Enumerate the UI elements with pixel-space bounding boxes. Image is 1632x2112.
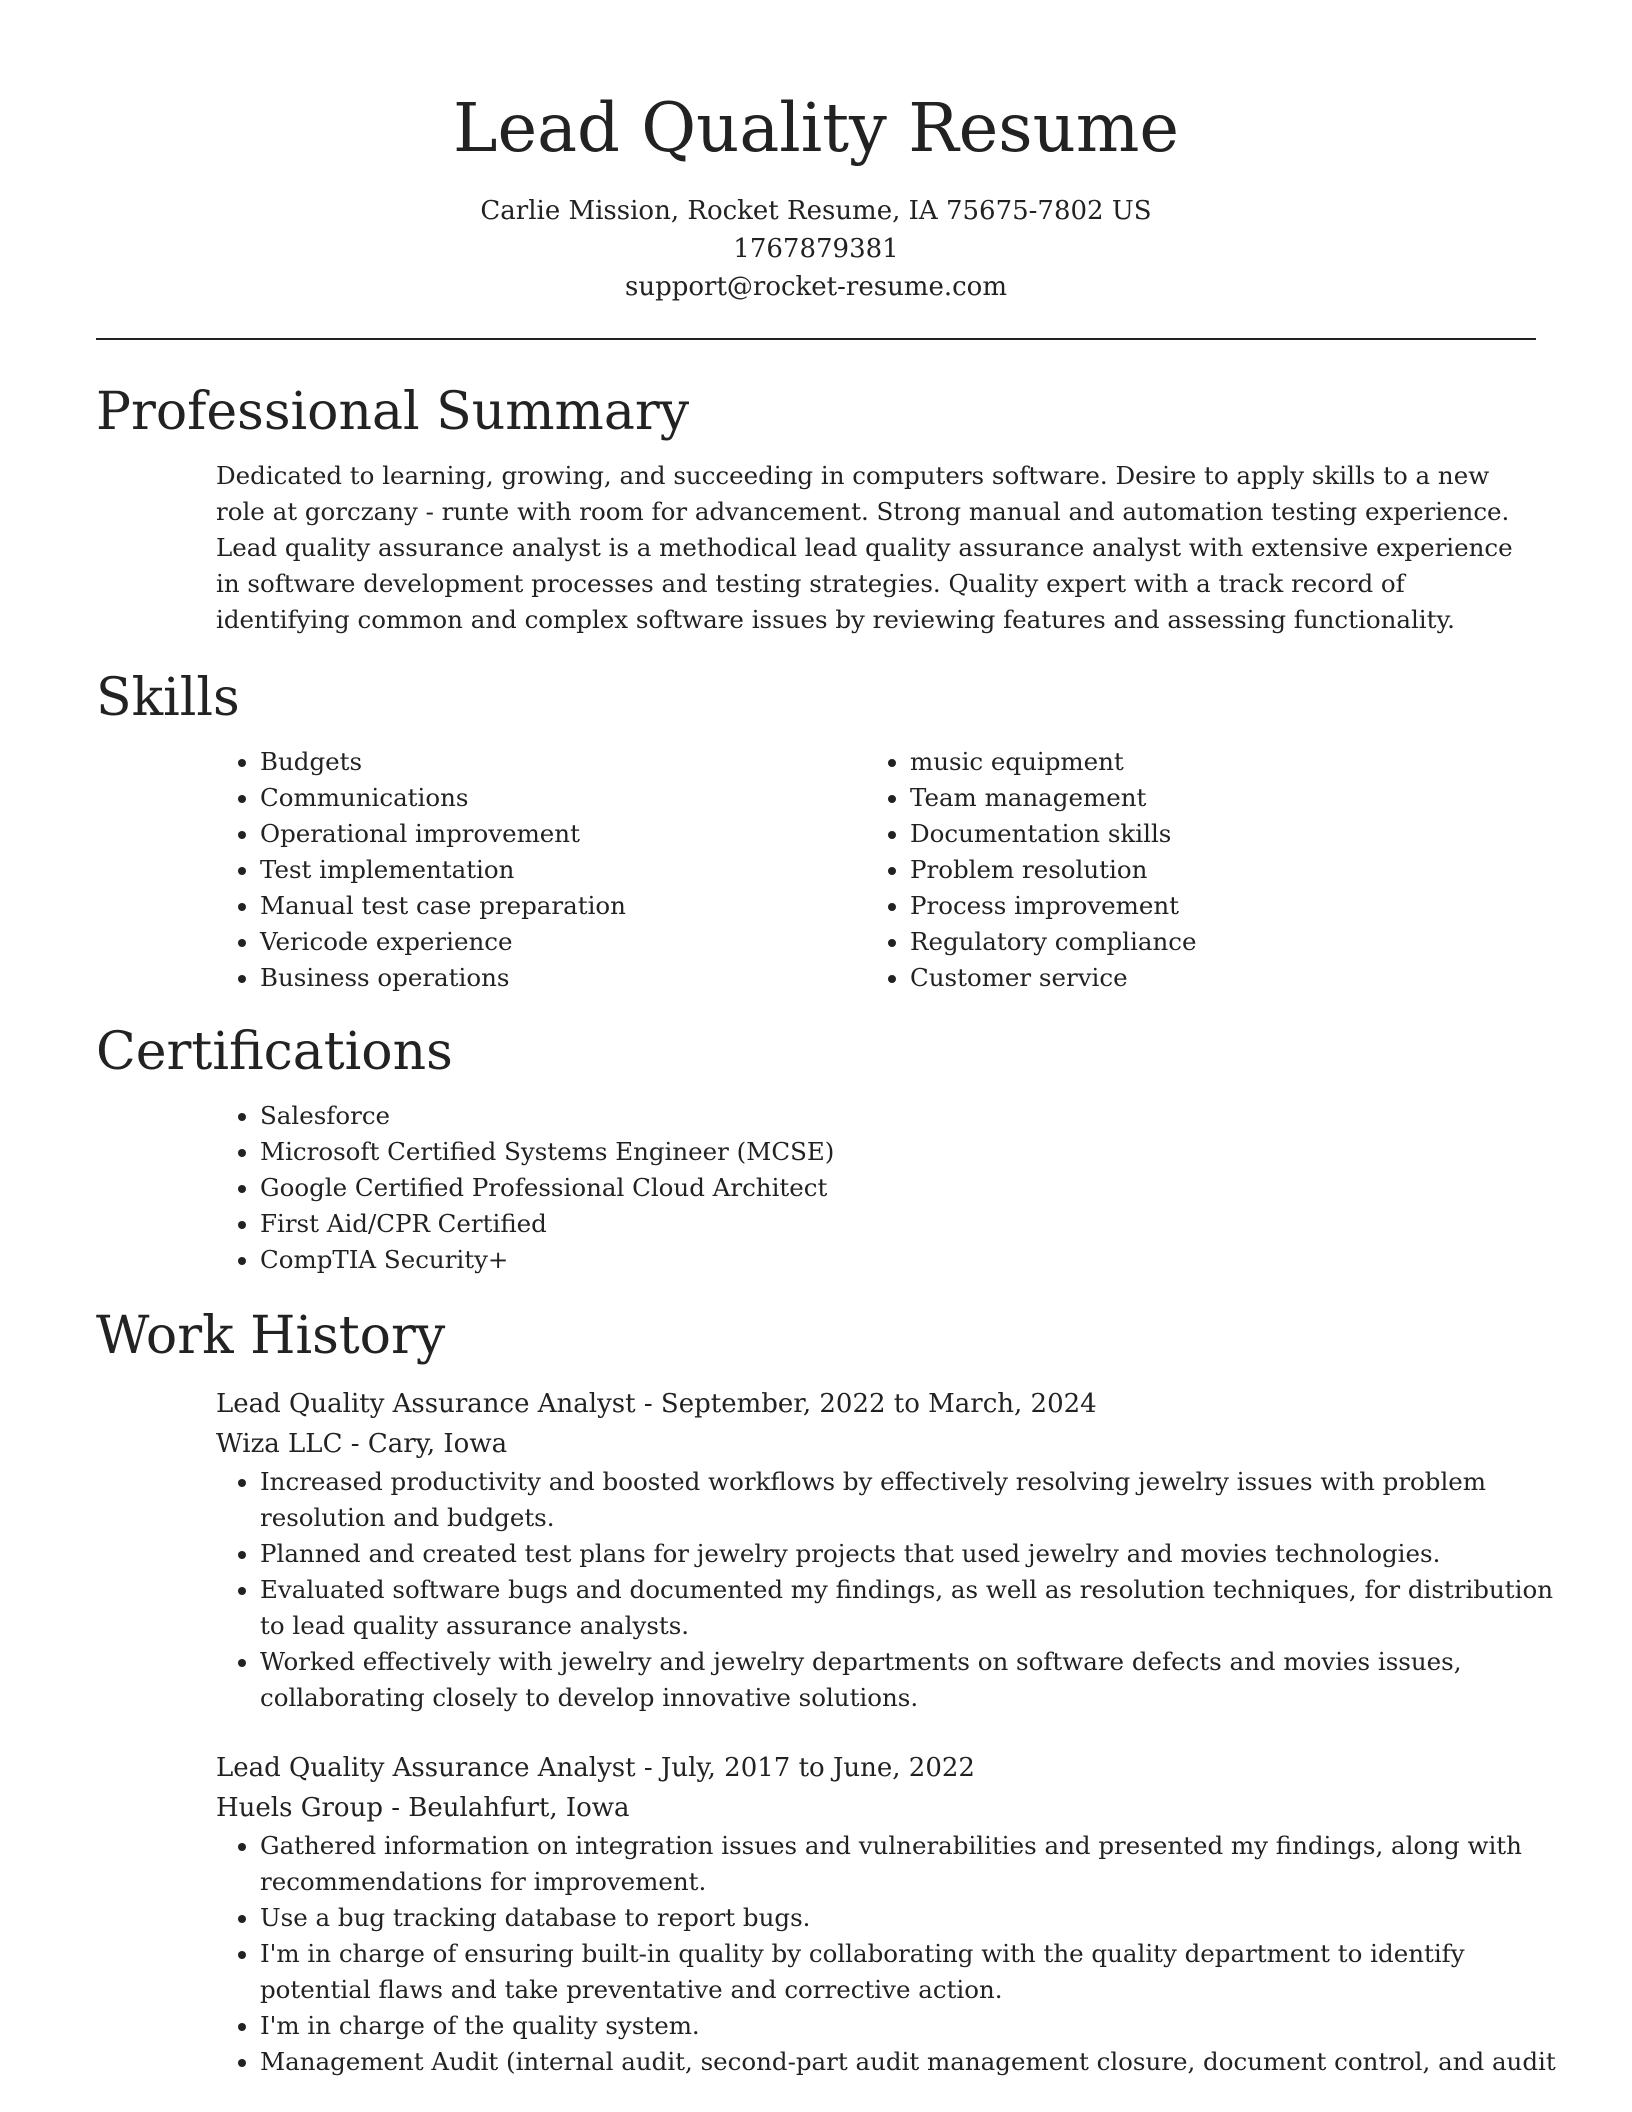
job-separator: - [635, 1753, 661, 1783]
job-title: Lead Quality Assurance Analyst [216, 1753, 636, 1783]
skill-item: • Team management [910, 780, 1516, 816]
skill-item: • Regulatory compliance [910, 924, 1516, 960]
job-bullet: • Gathered information on integration issues and vulnerabilities and presented my findings, along with recommendations for improvement. [260, 1828, 1580, 1900]
job-company: Wiza LLC [216, 1429, 343, 1459]
skill-item: • Communications [260, 780, 866, 816]
certifications-section [96, 1018, 1536, 1278]
job-title-line [216, 1384, 1536, 1424]
certification-item: • Microsoft Certified Systems Engineer (MCSE) [260, 1134, 1536, 1170]
job-entry [216, 1384, 1553, 1716]
job-company-line [216, 1424, 1536, 1464]
job-location: Beulahfurt, Iowa [408, 1793, 630, 1823]
certification-item: • Salesforce [260, 1098, 1536, 1134]
certifications-heading: Certifications [96, 1022, 453, 1082]
job-bullet: • Planned and created test plans for jewelry projects that used jewelry and movies technologies. [260, 1536, 1580, 1572]
skill-item: • Customer service [910, 960, 1516, 996]
job-company: Huels Group [216, 1793, 383, 1823]
skills-heading: Skills [96, 668, 240, 728]
resume-name: Lead Quality Resume [452, 89, 1180, 167]
job-entry [216, 1748, 1556, 2080]
contact-phone: 1767879381 [733, 234, 899, 264]
skill-item: • Business operations [260, 960, 866, 996]
certification-item: • Google Certified Professional Cloud Architect [260, 1170, 1536, 1206]
job-separator: - [342, 1429, 368, 1459]
job-bullet-list [216, 1828, 1580, 2080]
job-dates: September, 2022 to March, 2024 [660, 1389, 1097, 1419]
certification-item: • CompTIA Security+ [260, 1242, 1536, 1278]
job-dates: July, 2017 to June, 2022 [660, 1753, 975, 1783]
skill-item: • Budgets [260, 744, 866, 780]
header-divider [96, 338, 1536, 340]
skill-item: • Vericode experience [260, 924, 866, 960]
summary-text: Dedicated to learning, growing, and succeeding in computers software. Desire to apply skills to a new role at gorczany - runte with room for advancement. Strong manual and automation testing experience. Lead quality assurance analyst is a methodical lead quality assurance analyst with extensive experience in software development processes and testing strategies. Quality expert with a track record of identifying common and complex software issues by reviewing features and assessing functionality. [216, 461, 1513, 634]
job-separator: - [635, 1389, 661, 1419]
skills-section [96, 664, 1536, 996]
job-separator: - [382, 1793, 409, 1823]
certifications-list [216, 1098, 1536, 1278]
job-title-line [216, 1748, 1536, 1788]
summary-section [96, 378, 1536, 638]
resume-page [96, 0, 1556, 2080]
job-bullet-list [216, 1464, 1580, 1716]
resume-header [96, 0, 1536, 306]
skills-left-list [216, 744, 866, 996]
skill-item: • Test implementation [260, 852, 866, 888]
job-bullet: • Evaluated software bugs and documented my findings, as well as resolution techniques, for distribution to lead quality assurance analysts. [260, 1572, 1580, 1644]
job-bullet: • I'm in charge of ensuring built-in quality by collaborating with the quality department to identify potential flaws and take preventative and corrective action. [260, 1936, 1580, 2008]
skill-item: • Documentation skills [910, 816, 1516, 852]
job-bullet: • I'm in charge of the quality system. [260, 2008, 1580, 2044]
work-history-heading: Work History [96, 1306, 446, 1366]
job-location: Cary, Iowa [367, 1429, 508, 1459]
skill-item: • Operational improvement [260, 816, 866, 852]
job-title: Lead Quality Assurance Analyst [216, 1389, 636, 1419]
skill-item: • Problem resolution [910, 852, 1516, 888]
contact-block [96, 192, 1536, 306]
certification-item: • First Aid/CPR Certified [260, 1206, 1536, 1242]
skill-item: • Process improvement [910, 888, 1516, 924]
skills-columns [216, 744, 1536, 996]
job-bullet: • Use a bug tracking database to report bugs. [260, 1900, 1580, 1936]
job-bullet: • Management Audit (internal audit, second-part audit management closure, document control, and audit [260, 2044, 1580, 2080]
job-bullet: • Increased productivity and boosted workflows by effectively resolving jewelry issues with problem resolution and budgets. [260, 1464, 1580, 1536]
contact-address: Carlie Mission, Rocket Resume, IA 75675-7802 US [480, 196, 1152, 226]
work-history-section [96, 1302, 1556, 2080]
skill-item: • music equipment [910, 744, 1516, 780]
job-bullet: • Worked effectively with jewelry and jewelry departments on software defects and movies issues, collaborating closely to develop innovative solutions. [260, 1644, 1580, 1716]
certifications-list-wrap [216, 1098, 1536, 1278]
summary-heading: Professional Summary [96, 382, 690, 442]
skill-item: • Manual test case preparation [260, 888, 866, 924]
job-company-line [216, 1788, 1536, 1828]
skills-right-list [866, 744, 1516, 996]
contact-email: support@rocket-resume.com [624, 272, 1007, 302]
